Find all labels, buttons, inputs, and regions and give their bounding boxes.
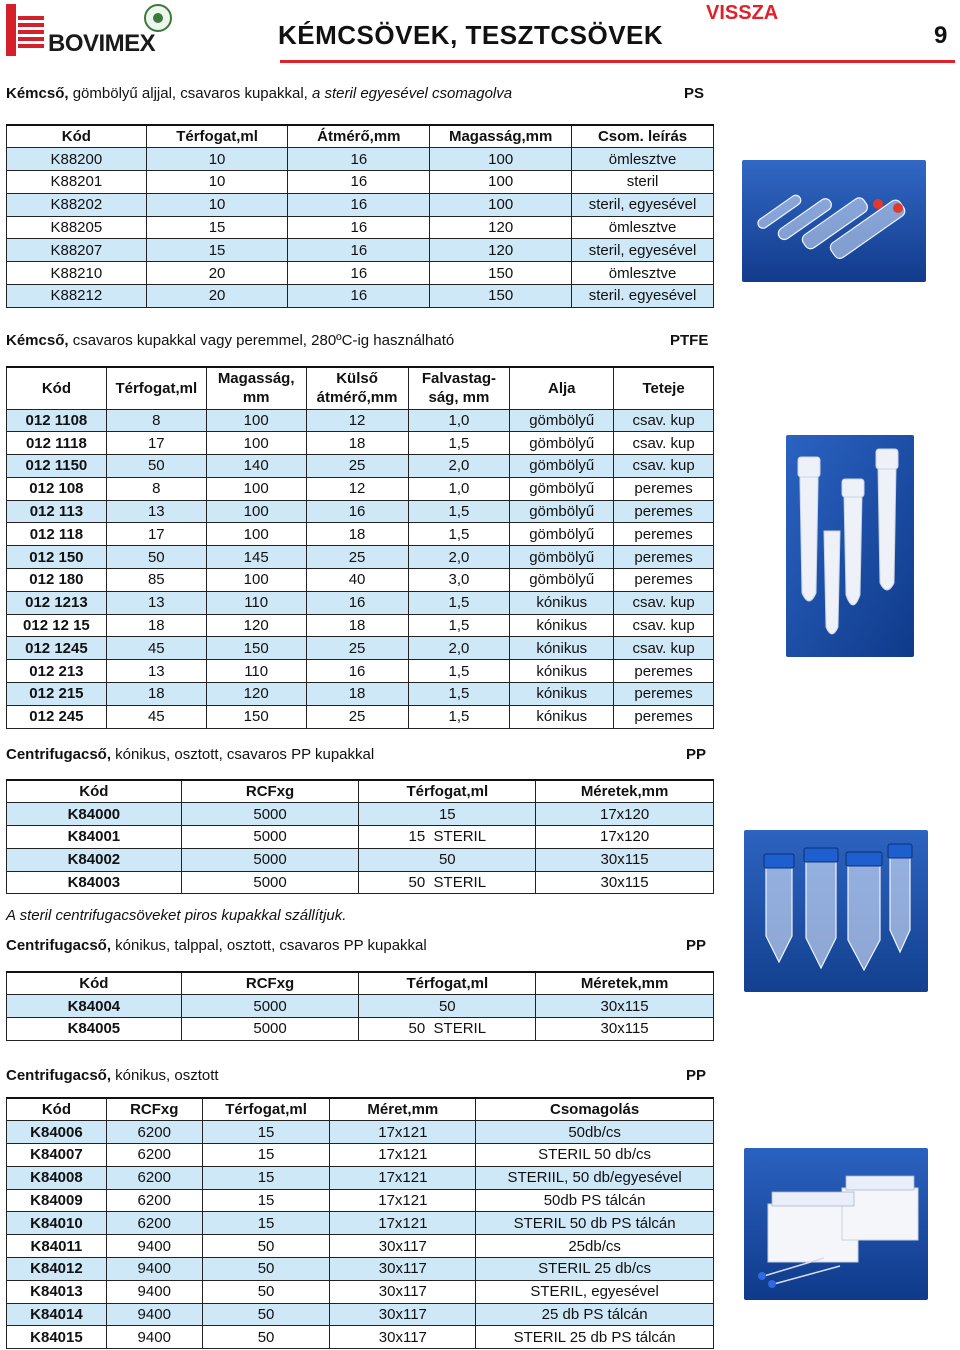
- column-header: Méretek,mm: [536, 972, 714, 995]
- column-header: Térfogat,ml: [106, 367, 206, 409]
- table-cell: 150: [206, 637, 306, 660]
- product-code: 012 1108: [7, 409, 107, 432]
- table-row: [7, 660, 714, 683]
- table-cell: 16: [306, 660, 408, 683]
- table-cell: 25: [306, 455, 408, 478]
- table-row: [7, 455, 714, 478]
- photo-tube-rack: [744, 1148, 928, 1300]
- table-cell: csav. kup: [614, 432, 714, 455]
- table-cell: 50: [106, 455, 206, 478]
- table-cell: 100: [430, 193, 572, 216]
- table-cell: 50: [202, 1303, 330, 1326]
- table-cell: 6200: [106, 1121, 202, 1144]
- table-cell: 45: [106, 705, 206, 728]
- table-cell: 9400: [106, 1303, 202, 1326]
- column-header: Kód: [7, 1098, 107, 1121]
- table-cell: 12: [306, 409, 408, 432]
- table-cell: 16: [288, 216, 430, 239]
- table-cell: 1,5: [408, 683, 510, 706]
- product-code: 012 1213: [7, 591, 107, 614]
- table-cell: 85: [106, 569, 206, 592]
- column-header: Méret,mm: [330, 1098, 476, 1121]
- table-row: [7, 826, 714, 849]
- table-cell: 16: [306, 500, 408, 523]
- table-cell: kónikus: [510, 683, 614, 706]
- table-row: [7, 591, 714, 614]
- table-cell: 120: [206, 614, 306, 637]
- table-cell: kónikus: [510, 637, 614, 660]
- product-code: 012 213: [7, 660, 107, 683]
- table-cell: 100: [430, 148, 572, 171]
- page-number: 9: [934, 22, 948, 49]
- table-cell: steril, egyesével: [572, 193, 714, 216]
- table-row: [7, 546, 714, 569]
- table-cell: 140: [206, 455, 306, 478]
- section2-title: Kémcső, csavaros kupakkal vagy peremmel, 280ºC-ig használható: [6, 332, 455, 349]
- table-cell: 10: [146, 171, 288, 194]
- table-row: [7, 193, 714, 216]
- table-cell: 8: [106, 409, 206, 432]
- table-cell: 30x115: [536, 871, 714, 894]
- table-cell: 50: [202, 1326, 330, 1349]
- table-cell: kónikus: [510, 705, 614, 728]
- product-code: 012 113: [7, 500, 107, 523]
- product-code: K84007: [7, 1144, 107, 1167]
- table-cell: 5000: [181, 1018, 359, 1041]
- table-row: [7, 705, 714, 728]
- table-cell: STERIL 50 db PS tálcán: [476, 1212, 714, 1235]
- table-cell: peremes: [614, 523, 714, 546]
- table-cell: ömlesztve: [572, 262, 714, 285]
- table-cell: 18: [106, 683, 206, 706]
- table-cell: 5000: [181, 803, 359, 826]
- column-header: RCFxg: [181, 972, 359, 995]
- column-header: Magasság,mm: [430, 125, 572, 148]
- product-code: K84015: [7, 1326, 107, 1349]
- table-cell: 20: [146, 285, 288, 308]
- table-cell: 17: [106, 432, 206, 455]
- product-code: K88202: [7, 193, 147, 216]
- table-cell: 5000: [181, 848, 359, 871]
- column-header: Méretek,mm: [536, 780, 714, 803]
- table-cell: 15: [202, 1166, 330, 1189]
- product-code: 012 150: [7, 546, 107, 569]
- table-cell: 6200: [106, 1144, 202, 1167]
- table-cell: 16: [288, 262, 430, 285]
- table-cell: 17x121: [330, 1212, 476, 1235]
- table-row: [7, 477, 714, 500]
- table-cell: 45: [106, 637, 206, 660]
- table-row: [7, 1144, 714, 1167]
- table-cell: 100: [206, 477, 306, 500]
- table-cell: 17x120: [536, 803, 714, 826]
- product-code: K88201: [7, 171, 147, 194]
- table-ptfe-tubes: [6, 366, 714, 729]
- table-row: [7, 1121, 714, 1144]
- column-header: Átmérő,mm: [288, 125, 430, 148]
- table-row: [7, 500, 714, 523]
- table-cell: 3,0: [408, 569, 510, 592]
- product-code: K88212: [7, 285, 147, 308]
- table-cell: 25: [306, 637, 408, 660]
- product-code: K84002: [7, 848, 182, 871]
- table-cell: csav. kup: [614, 591, 714, 614]
- product-code: K84004: [7, 995, 182, 1018]
- table-cell: 50: [359, 848, 536, 871]
- table-cell: 50 STERIL: [359, 871, 536, 894]
- table-cell: 1,5: [408, 614, 510, 637]
- section5-material: PP: [686, 1067, 707, 1084]
- table-row: [7, 171, 714, 194]
- table-cell: 17: [106, 523, 206, 546]
- table-cell: 17x120: [536, 826, 714, 849]
- table-cell: 120: [206, 683, 306, 706]
- product-code: 012 1118: [7, 432, 107, 455]
- column-header: Teteje: [614, 367, 714, 409]
- table-cell: 30x117: [330, 1280, 476, 1303]
- product-code: K88207: [7, 239, 147, 262]
- table-cell: peremes: [614, 660, 714, 683]
- table-row: [7, 683, 714, 706]
- table-cell: 10: [146, 148, 288, 171]
- product-code: 012 215: [7, 683, 107, 706]
- product-code: 012 1150: [7, 455, 107, 478]
- table-row: [7, 1166, 714, 1189]
- table-cell: gömbölyű: [510, 546, 614, 569]
- table-cell: 15: [202, 1189, 330, 1212]
- product-code: 012 108: [7, 477, 107, 500]
- brand-logo: BOVIMEX: [48, 30, 156, 57]
- table-cell: peremes: [614, 477, 714, 500]
- table-cell: 120: [430, 239, 572, 262]
- table-cell: 12: [306, 477, 408, 500]
- table-cell: 17x121: [330, 1166, 476, 1189]
- table-cell: 17x121: [330, 1189, 476, 1212]
- section3-material: PP: [686, 746, 707, 763]
- table-cell: 16: [288, 148, 430, 171]
- column-header: Térfogat,ml: [146, 125, 288, 148]
- table-cell: gömbölyű: [510, 569, 614, 592]
- table-cell: 1,0: [408, 477, 510, 500]
- product-code: K84009: [7, 1189, 107, 1212]
- table-cell: kónikus: [510, 660, 614, 683]
- logo-bar-icon: [6, 4, 16, 56]
- table-cell: steril. egyesével: [572, 285, 714, 308]
- table-cell: 100: [206, 500, 306, 523]
- table-cell: 9400: [106, 1258, 202, 1281]
- column-header: Alja: [510, 367, 614, 409]
- table-cell: 5000: [181, 871, 359, 894]
- table-row: [7, 239, 714, 262]
- table-cell: 15: [146, 239, 288, 262]
- product-code: K84013: [7, 1280, 107, 1303]
- table-cell: 50: [202, 1235, 330, 1258]
- back-link[interactable]: VISSZA: [706, 2, 779, 24]
- product-code: K88200: [7, 148, 147, 171]
- product-code: K84014: [7, 1303, 107, 1326]
- table-cell: 15: [146, 216, 288, 239]
- table-cell: 10: [146, 193, 288, 216]
- table-cell: 20: [146, 262, 288, 285]
- table-cell: 1,5: [408, 705, 510, 728]
- table-row: [7, 1280, 714, 1303]
- product-code: K84003: [7, 871, 182, 894]
- table-cell: 50: [202, 1258, 330, 1281]
- table-cell: 17x121: [330, 1144, 476, 1167]
- product-code: K84008: [7, 1166, 107, 1189]
- quality-seal-icon: [144, 4, 172, 32]
- table-cell: 1,0: [408, 409, 510, 432]
- table-cell: 150: [430, 285, 572, 308]
- section3-title: Centrifugacső, kónikus, osztott, csavaros PP kupakkal: [6, 746, 375, 763]
- table-cell: 50 STERIL: [359, 1018, 536, 1041]
- table-cell: gömbölyű: [510, 455, 614, 478]
- table-cell: 16: [288, 285, 430, 308]
- table-cell: 50: [202, 1280, 330, 1303]
- table-cell: 15 STERIL: [359, 826, 536, 849]
- table-cell: gömbölyű: [510, 477, 614, 500]
- photo-centrifuge-tubes: [744, 830, 928, 992]
- table-cell: 30x115: [536, 1018, 714, 1041]
- table-cell: 18: [306, 432, 408, 455]
- table-row: [7, 148, 714, 171]
- column-header: Csom. leírás: [572, 125, 714, 148]
- product-code: 012 245: [7, 705, 107, 728]
- table-cell: 16: [306, 591, 408, 614]
- product-code: K84006: [7, 1121, 107, 1144]
- table-cell: 25db/cs: [476, 1235, 714, 1258]
- table-row: [7, 995, 714, 1018]
- column-header: Kód: [7, 972, 182, 995]
- table-cell: peremes: [614, 569, 714, 592]
- table-cell: 15: [202, 1121, 330, 1144]
- table-cell: kónikus: [510, 591, 614, 614]
- table-cell: 17x121: [330, 1121, 476, 1144]
- product-code: 012 180: [7, 569, 107, 592]
- table-row: [7, 1018, 714, 1041]
- table-cell: 1,5: [408, 660, 510, 683]
- table-cell: 1,5: [408, 591, 510, 614]
- page-title: KÉMCSÖVEK, TESZTCSÖVEK: [278, 20, 664, 50]
- table-cell: peremes: [614, 546, 714, 569]
- table-cell: STERIL 25 db PS tálcán: [476, 1326, 714, 1349]
- table-cell: 120: [430, 216, 572, 239]
- table-cell: 9400: [106, 1280, 202, 1303]
- table-cell: 15: [202, 1144, 330, 1167]
- table-row: [7, 848, 714, 871]
- table-cell: 30x115: [536, 848, 714, 871]
- table-row: [7, 803, 714, 826]
- table-cell: STERIL 25 db/cs: [476, 1258, 714, 1281]
- table-row: [7, 523, 714, 546]
- table-row: [7, 637, 714, 660]
- table-cell: gömbölyű: [510, 500, 614, 523]
- table-row: [7, 1235, 714, 1258]
- table-cell: 18: [306, 683, 408, 706]
- table-cell: gömbölyű: [510, 523, 614, 546]
- table-cell: 30x115: [536, 995, 714, 1018]
- table-cell: peremes: [614, 705, 714, 728]
- table-cell: 100: [430, 171, 572, 194]
- table-cell: 13: [106, 660, 206, 683]
- table-cell: 30x117: [330, 1258, 476, 1281]
- product-code: K88205: [7, 216, 147, 239]
- table-ps-tubes: [6, 124, 714, 308]
- table-row: [7, 262, 714, 285]
- section5-title: Centrifugacső, kónikus, osztott: [6, 1067, 219, 1084]
- table-cell: 2,0: [408, 637, 510, 660]
- table-cell: 25 db PS tálcán: [476, 1303, 714, 1326]
- column-header: Kód: [7, 367, 107, 409]
- table-cell: 1,5: [408, 500, 510, 523]
- table-cell: 25: [306, 546, 408, 569]
- table-cell: csav. kup: [614, 614, 714, 637]
- table-cell: 100: [206, 569, 306, 592]
- table-row: [7, 569, 714, 592]
- table-row: [7, 432, 714, 455]
- column-header: Kód: [7, 780, 182, 803]
- section1-material: PS: [684, 85, 705, 102]
- table-cell: 9400: [106, 1326, 202, 1349]
- table-cell: 15: [202, 1212, 330, 1235]
- table-cell: 8: [106, 477, 206, 500]
- table-cell: ömlesztve: [572, 216, 714, 239]
- table-row: [7, 1189, 714, 1212]
- table-cell: 13: [106, 500, 206, 523]
- table-centrifuge-graduated: [6, 1097, 714, 1349]
- product-code: 012 1245: [7, 637, 107, 660]
- product-code: K84001: [7, 826, 182, 849]
- product-code: 012 118: [7, 523, 107, 546]
- table-cell: STERIL, egyesével: [476, 1280, 714, 1303]
- table-cell: 16: [288, 171, 430, 194]
- table-cell: 5000: [181, 826, 359, 849]
- column-header: Falvastag- ság, mm: [408, 367, 510, 409]
- table-cell: 6200: [106, 1189, 202, 1212]
- product-code: K88210: [7, 262, 147, 285]
- table-cell: 2,0: [408, 546, 510, 569]
- table-cell: 6200: [106, 1212, 202, 1235]
- table-cell: 30x117: [330, 1235, 476, 1258]
- table-cell: 25: [306, 705, 408, 728]
- product-code: K84005: [7, 1018, 182, 1041]
- table-cell: 2,0: [408, 455, 510, 478]
- table-cell: 1,5: [408, 523, 510, 546]
- table-cell: STERIIL, 50 db/egyesével: [476, 1166, 714, 1189]
- table-centrifuge-footed: [6, 971, 714, 1041]
- table-cell: 100: [206, 409, 306, 432]
- table-cell: 1,5: [408, 432, 510, 455]
- sterile-note: A steril centrifugacsöveket piros kupakkal szállítjuk.: [6, 907, 347, 924]
- table-cell: csav. kup: [614, 637, 714, 660]
- table-cell: csav. kup: [614, 409, 714, 432]
- table-cell: csav. kup: [614, 455, 714, 478]
- table-cell: 50: [359, 995, 536, 1018]
- table-cell: 110: [206, 660, 306, 683]
- table-row: [7, 216, 714, 239]
- table-cell: 15: [359, 803, 536, 826]
- table-cell: 145: [206, 546, 306, 569]
- product-code: K84010: [7, 1212, 107, 1235]
- table-cell: steril, egyesével: [572, 239, 714, 262]
- table-cell: 18: [306, 523, 408, 546]
- header-divider: [280, 60, 955, 63]
- table-cell: 30x117: [330, 1326, 476, 1349]
- table-row: [7, 285, 714, 308]
- column-header: Külső átmérő,mm: [306, 367, 408, 409]
- table-row: [7, 1303, 714, 1326]
- section4-title: Centrifugacső, kónikus, talppal, osztott, csavaros PP kupakkal: [6, 937, 427, 954]
- table-cell: 16: [288, 193, 430, 216]
- table-cell: 100: [206, 432, 306, 455]
- table-cell: 5000: [181, 995, 359, 1018]
- table-cell: 16: [288, 239, 430, 262]
- column-header: Csomagolás: [476, 1098, 714, 1121]
- table-cell: 150: [430, 262, 572, 285]
- column-header: Térfogat,ml: [202, 1098, 330, 1121]
- table-cell: 9400: [106, 1235, 202, 1258]
- photo-ps-tubes: [742, 160, 926, 282]
- table-cell: 50db/cs: [476, 1121, 714, 1144]
- table-row: [7, 1326, 714, 1349]
- table-cell: 6200: [106, 1166, 202, 1189]
- column-header: Térfogat,ml: [359, 780, 536, 803]
- column-header: RCFxg: [106, 1098, 202, 1121]
- photo-ptfe-tubes: [786, 435, 914, 657]
- table-cell: 50db PS tálcán: [476, 1189, 714, 1212]
- table-cell: 13: [106, 591, 206, 614]
- table-row: [7, 409, 714, 432]
- table-centrifuge-screwcap: [6, 779, 714, 894]
- table-row: [7, 614, 714, 637]
- table-cell: 40: [306, 569, 408, 592]
- product-code: K84000: [7, 803, 182, 826]
- column-header: Kód: [7, 125, 147, 148]
- table-cell: 150: [206, 705, 306, 728]
- table-cell: STERIL 50 db/cs: [476, 1144, 714, 1167]
- table-cell: kónikus: [510, 614, 614, 637]
- table-row: [7, 871, 714, 894]
- table-cell: 110: [206, 591, 306, 614]
- table-cell: peremes: [614, 500, 714, 523]
- table-cell: 18: [306, 614, 408, 637]
- table-cell: steril: [572, 171, 714, 194]
- table-row: [7, 1258, 714, 1281]
- product-code: K84011: [7, 1235, 107, 1258]
- table-cell: 100: [206, 523, 306, 546]
- product-code: 012 12 15: [7, 614, 107, 637]
- page-header: [0, 0, 960, 66]
- table-cell: 50: [106, 546, 206, 569]
- section4-material: PP: [686, 937, 707, 954]
- table-row: [7, 1212, 714, 1235]
- section2-material: PTFE: [670, 332, 709, 349]
- table-cell: gömbölyű: [510, 409, 614, 432]
- table-cell: 30x117: [330, 1303, 476, 1326]
- column-header: Magasság, mm: [206, 367, 306, 409]
- product-code: K84012: [7, 1258, 107, 1281]
- table-cell: ömlesztve: [572, 148, 714, 171]
- column-header: Térfogat,ml: [359, 972, 536, 995]
- table-cell: gömbölyű: [510, 432, 614, 455]
- section1-title: Kémcső, gömbölyű aljjal, csavaros kupakkal, a steril egyesével csomagolva: [6, 85, 513, 102]
- table-cell: peremes: [614, 683, 714, 706]
- column-header: RCFxg: [181, 780, 359, 803]
- logo-stripes-icon: [18, 16, 44, 56]
- table-cell: 18: [106, 614, 206, 637]
